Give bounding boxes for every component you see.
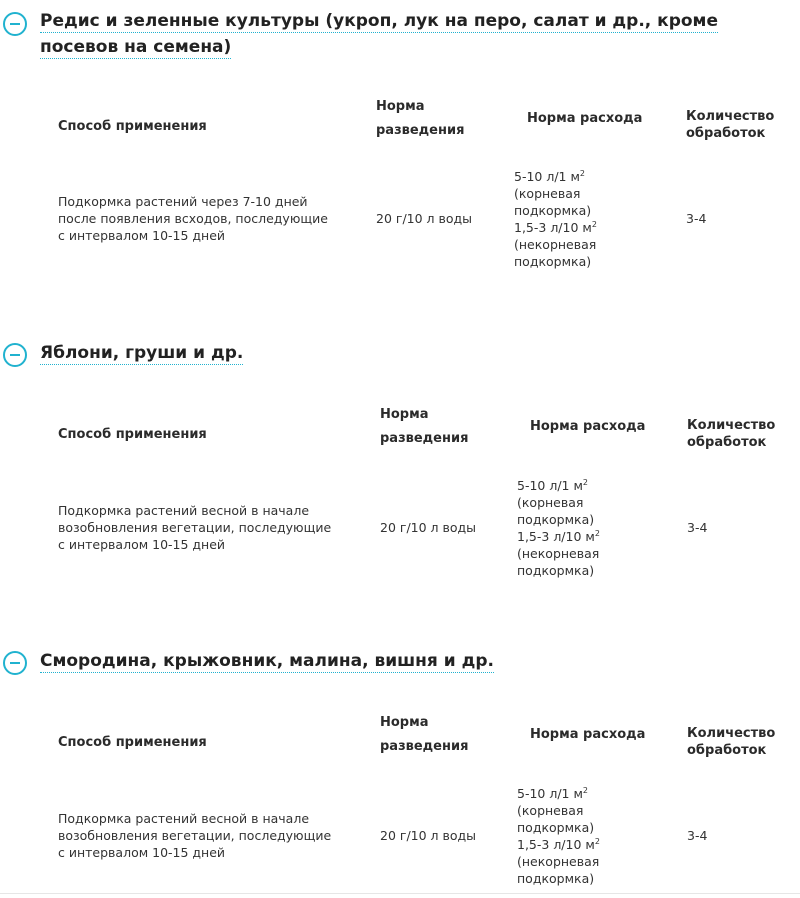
cell-rate-line: 5-10 л/1 $м^2$ [517,785,588,801]
collapse-minus-icon[interactable] [3,651,27,675]
cell-method-line: с интервалом 10-15 дней [58,228,226,243]
cell-dilution: 20 г/10 л воды [380,828,477,843]
collapse-minus-icon[interactable] [3,343,27,367]
cell-rate-line: 5-10 л/1 $м^2$ [517,477,588,493]
header-dilution-line2: разведения [380,739,469,754]
header-rate: Норма расхода [530,419,646,434]
header-count-line2: обработок [687,435,767,450]
header-dilution-line1: Норма [380,407,429,422]
cell-rate-line: (корневая [514,186,581,201]
header-count-line2: обработок [687,743,767,758]
cell-count: 3-4 [687,828,708,843]
bottom-divider [0,893,800,894]
header-dilution-line1: Норма [380,715,429,730]
header-dilution-line2: разведения [376,123,465,138]
cell-rate-line: 1,5-3 л/10 $м^2$ [514,219,597,235]
section-title[interactable]: Яблони, груши и др. [40,343,244,363]
header-count-line1: Количество [687,418,776,433]
cell-rate-line: (некорневая [517,854,600,869]
cell-rate-line: (корневая [517,803,584,818]
cell-rate-line: (некорневая [514,237,597,252]
section-title[interactable]: Редис и зеленные культуры (укроп, лук на перо, салат и др., кроме посевов на семена) [40,11,718,57]
cell-rate-line: (корневая [517,495,584,510]
cell-rate-line: 1,5-3 л/10 $м^2$ [517,528,600,544]
header-count-line1: Количество [687,726,776,741]
header-rate: Норма расхода [527,111,643,126]
cell-rate-line: (некорневая [517,546,600,561]
cell-rate-line: подкормка) [517,820,595,835]
cell-rate-line: подкормка) [517,871,595,886]
section-radish-greens [0,8,800,298]
cell-method-line: после появления всходов, последующие [58,211,328,226]
cell-rate-line: подкормка) [514,203,592,218]
header-dilution-line1: Норма [376,99,425,114]
cell-rate-line: подкормка) [517,563,595,578]
cell-method-line: возобновления вегетации, последующие [58,828,332,843]
section-currant-gooseberry [0,648,800,893]
cell-method-line: возобновления вегетации, последующие [58,520,332,535]
cell-method-line: Подкормка растений через 7-10 дней [58,194,308,209]
cell-count: 3-4 [687,520,708,535]
cell-count: 3-4 [686,211,707,226]
section-title[interactable]: Смородина, крыжовник, малина, вишня и др. [40,651,494,671]
header-method: Способ применения [58,119,207,134]
header-count-line1: Количество [686,109,775,124]
section-apples-pears [0,340,800,600]
collapse-minus-icon[interactable] [3,12,27,36]
cell-method-line: Подкормка растений весной в начале [58,503,310,518]
header-count-line2: обработок [686,126,766,141]
cell-method-line: с интервалом 10-15 дней [58,537,226,552]
cell-method-line: с интервалом 10-15 дней [58,845,226,860]
header-method: Способ применения [58,427,207,442]
cell-rate-line: 5-10 л/1 $м^2$ [514,168,585,184]
cell-rate-line: подкормка) [517,512,595,527]
cell-rate-line: 1,5-3 л/10 $м^2$ [517,836,600,852]
header-rate: Норма расхода [530,727,646,742]
cell-method-line: Подкормка растений весной в начале [58,811,310,826]
header-dilution-line2: разведения [380,431,469,446]
cell-rate-line: подкормка) [514,254,592,269]
header-method: Способ применения [58,735,207,750]
cell-dilution: 20 г/10 л воды [376,211,473,226]
cell-dilution: 20 г/10 л воды [380,520,477,535]
